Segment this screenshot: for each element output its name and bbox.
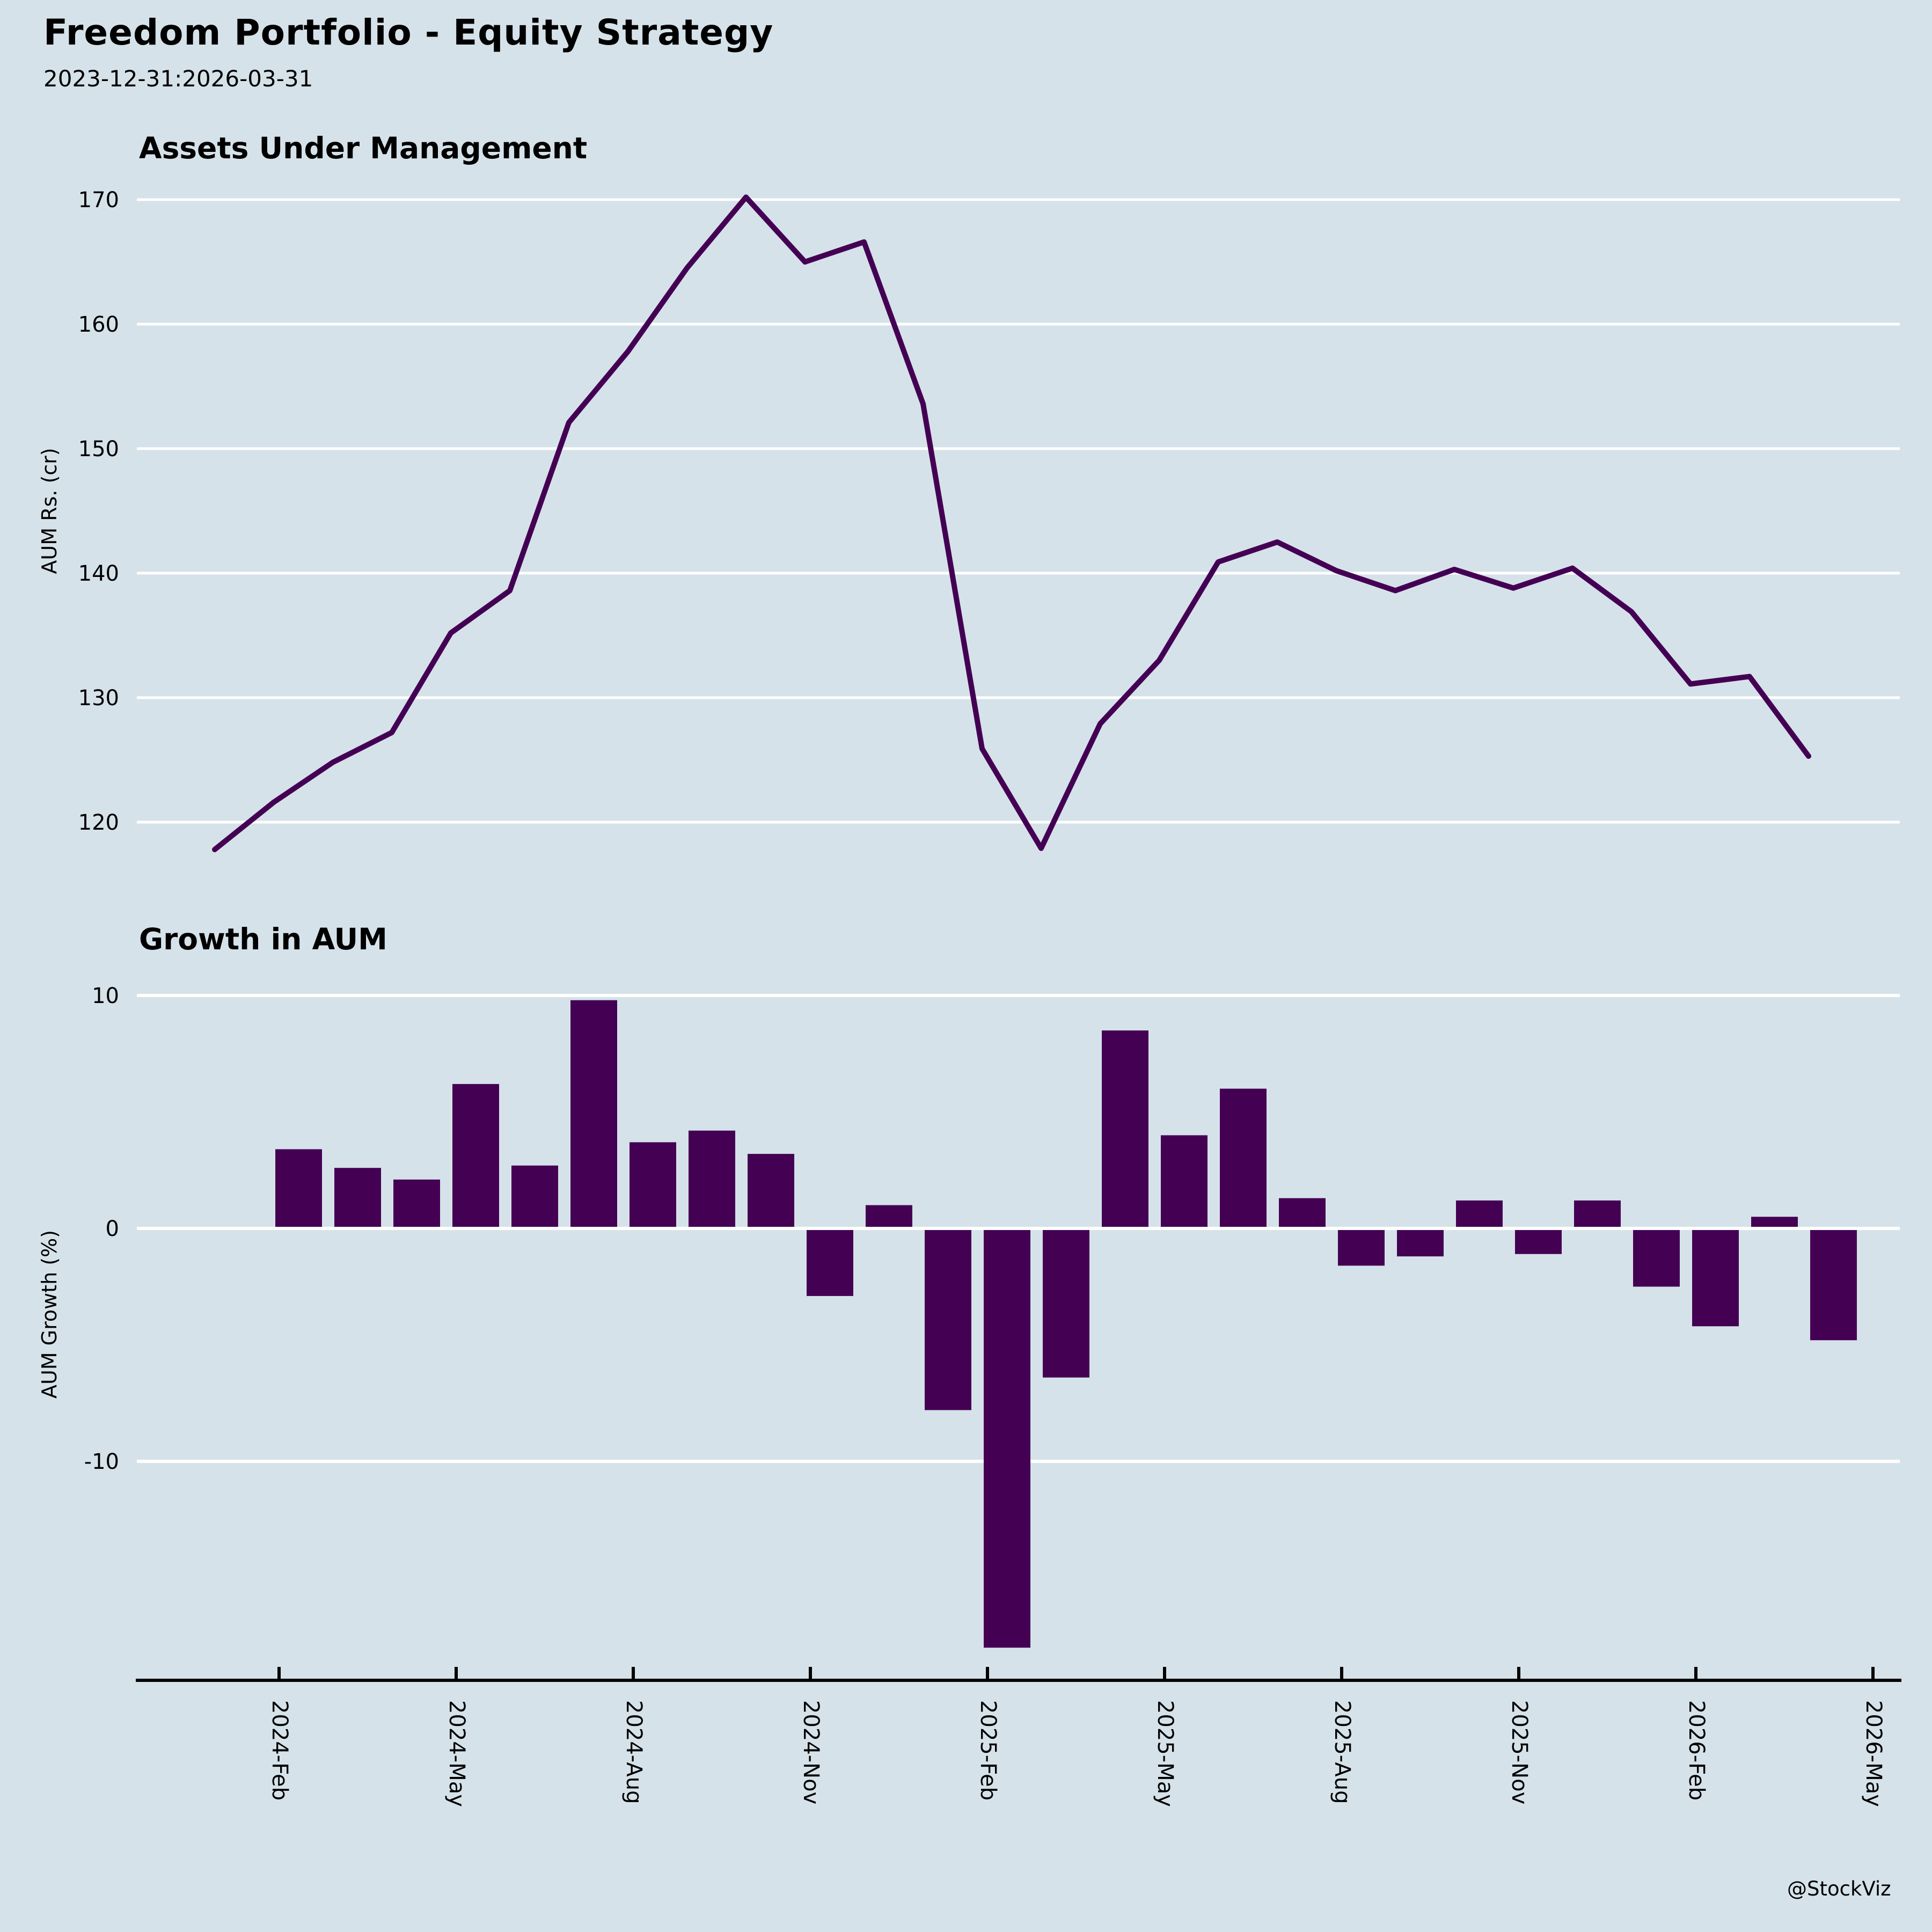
aum-ytick-label: 170 xyxy=(78,188,119,213)
growth-bar xyxy=(452,1084,499,1227)
growth-bar xyxy=(1279,1198,1326,1227)
growth-bar xyxy=(1456,1201,1503,1227)
aum-ytick-label: 140 xyxy=(78,561,119,586)
x-axis-line xyxy=(136,1679,1901,1682)
growth-bar xyxy=(1810,1230,1857,1340)
aum-ytick-label: 160 xyxy=(78,312,119,337)
aum-chart-title: Assets Under Management xyxy=(139,131,588,165)
x-axis-tick xyxy=(986,1667,989,1680)
x-tick-label: 2026-May xyxy=(1861,1700,1886,1807)
x-tick-label: 2026-Feb xyxy=(1684,1700,1709,1801)
growth-bar xyxy=(807,1230,853,1296)
x-tick-label: 2025-Feb xyxy=(976,1700,1000,1801)
x-tick-label: 2024-Nov xyxy=(799,1700,823,1805)
aum-y-axis-label: AUM Rs. (cr) xyxy=(38,448,61,574)
x-tick-label: 2024-Aug xyxy=(621,1700,646,1804)
growth-chart-title: Growth in AUM xyxy=(139,922,387,956)
growth-ytick-label: 10 xyxy=(92,984,119,1008)
growth-bar xyxy=(866,1205,912,1227)
growth-bar xyxy=(511,1166,558,1227)
growth-bar xyxy=(1692,1230,1739,1326)
growth-bar xyxy=(1751,1217,1798,1227)
growth-y-axis-label: AUM Growth (%) xyxy=(38,1230,61,1399)
growth-bar xyxy=(689,1131,735,1227)
x-tick-label: 2025-Aug xyxy=(1330,1700,1355,1804)
growth-bar xyxy=(630,1142,676,1227)
x-axis-tick xyxy=(455,1667,458,1680)
growth-bar xyxy=(1102,1030,1148,1227)
x-axis-tick xyxy=(1871,1667,1875,1680)
figure-title: Freedom Portfolio - Equity Strategy xyxy=(43,12,774,53)
growth-ytick-label: 0 xyxy=(105,1217,119,1241)
x-axis-tick xyxy=(1163,1667,1166,1680)
x-tick-label: 2024-May xyxy=(444,1700,469,1807)
growth-bar xyxy=(1161,1135,1208,1227)
growth-bar xyxy=(984,1230,1030,1648)
watermark: @StockViz xyxy=(1787,1877,1891,1900)
growth-bar xyxy=(1397,1230,1444,1256)
growth-bar xyxy=(1515,1230,1562,1254)
aum-ytick-label: 150 xyxy=(78,437,119,462)
x-tick-label: 2025-Nov xyxy=(1507,1700,1532,1805)
x-axis-tick xyxy=(1517,1667,1520,1680)
x-axis-tick xyxy=(632,1667,635,1680)
x-tick-label: 2024-Feb xyxy=(267,1700,292,1801)
figure-subtitle: 2023-12-31:2026-03-31 xyxy=(43,65,313,92)
growth-ytick-label: -10 xyxy=(84,1450,119,1474)
growth-bar xyxy=(1633,1230,1680,1287)
x-axis-tick xyxy=(809,1667,812,1680)
growth-bar xyxy=(748,1154,794,1227)
aum-line-series xyxy=(215,197,1809,850)
x-axis-tick xyxy=(1340,1667,1343,1680)
growth-bar xyxy=(275,1149,322,1227)
aum-ytick-label: 130 xyxy=(78,686,119,711)
aum-ytick-label: 120 xyxy=(78,810,119,835)
growth-bar xyxy=(1338,1230,1385,1265)
x-axis-tick xyxy=(1694,1667,1697,1680)
growth-bar xyxy=(393,1180,440,1227)
growth-bar xyxy=(1043,1230,1089,1378)
x-tick-label: 2025-May xyxy=(1153,1700,1177,1807)
growth-bar xyxy=(570,1000,617,1227)
growth-bar xyxy=(1574,1201,1621,1227)
growth-bar xyxy=(1220,1089,1267,1227)
x-axis-tick xyxy=(277,1667,281,1680)
growth-bar xyxy=(925,1230,971,1410)
growth-bar xyxy=(334,1168,381,1227)
